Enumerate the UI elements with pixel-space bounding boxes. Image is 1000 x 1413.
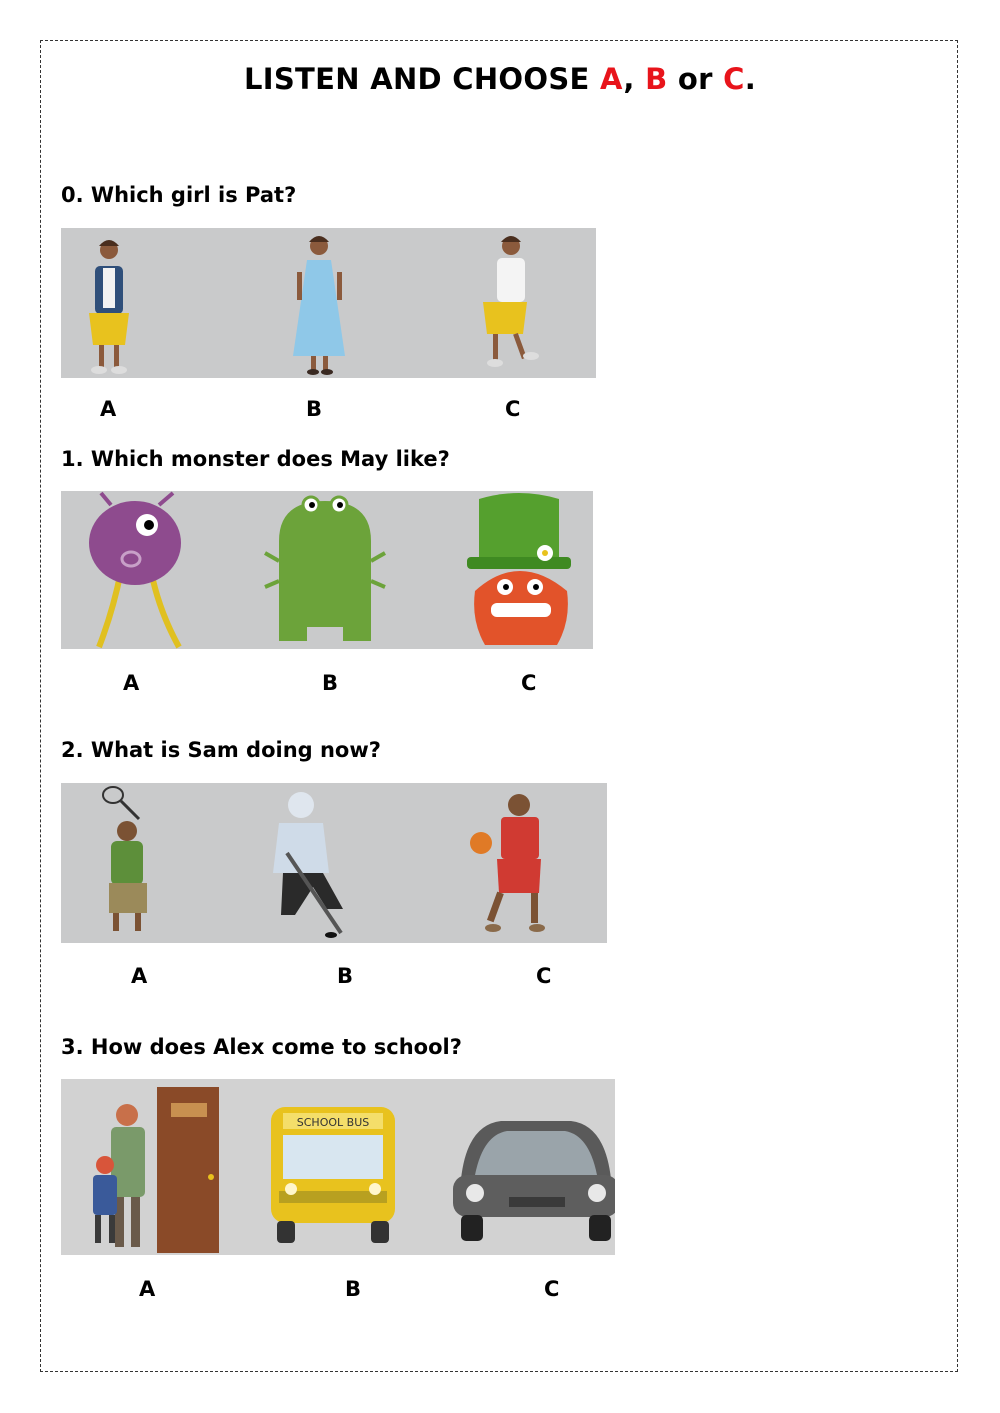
option-3-a[interactable]: A bbox=[139, 1277, 156, 1301]
title-letter-a: A bbox=[600, 62, 624, 96]
picture-strip-transport bbox=[61, 1079, 615, 1255]
girl-a-picture bbox=[89, 240, 129, 374]
monster-b-picture bbox=[265, 497, 385, 641]
option-2-a[interactable]: A bbox=[131, 964, 148, 988]
picture-strip-monsters bbox=[61, 491, 593, 649]
girls-illustration bbox=[61, 228, 596, 378]
option-1-c[interactable]: C bbox=[521, 671, 537, 695]
activities-illustration bbox=[61, 783, 607, 943]
walking-door-picture bbox=[93, 1087, 219, 1253]
picture-strip-activities bbox=[61, 783, 607, 943]
basketball-player-picture bbox=[470, 794, 545, 932]
badminton-player-picture bbox=[103, 787, 147, 931]
option-3-c[interactable]: C bbox=[544, 1277, 560, 1301]
question-0: 0. Which girl is Pat? bbox=[61, 183, 297, 207]
monster-a-picture bbox=[89, 493, 181, 647]
title-letter-b: B bbox=[645, 62, 668, 96]
girl-b-picture bbox=[293, 236, 345, 375]
option-0-b[interactable]: B bbox=[306, 397, 323, 421]
option-1-a[interactable]: A bbox=[123, 671, 140, 695]
monster-c-picture bbox=[467, 493, 571, 645]
question-1: 1. Which monster does May like? bbox=[61, 447, 450, 471]
question-3: 3. How does Alex come to school? bbox=[61, 1035, 462, 1059]
option-3-b[interactable]: B bbox=[345, 1277, 362, 1301]
title-letter-c: C bbox=[723, 62, 745, 96]
bus-sign: SCHOOL BUS bbox=[296, 1116, 370, 1129]
car-picture bbox=[453, 1121, 615, 1241]
hockey-player-picture bbox=[273, 792, 343, 938]
option-2-c[interactable]: C bbox=[536, 964, 552, 988]
school-bus-picture bbox=[271, 1107, 395, 1243]
picture-strip-girls bbox=[61, 228, 596, 378]
transport-illustration bbox=[61, 1079, 615, 1255]
question-2: 2. What is Sam doing now? bbox=[61, 738, 381, 762]
girl-c-picture bbox=[483, 236, 539, 367]
option-2-b[interactable]: B bbox=[337, 964, 354, 988]
option-0-c[interactable]: C bbox=[505, 397, 521, 421]
option-0-a[interactable]: A bbox=[100, 397, 117, 421]
option-1-b[interactable]: B bbox=[322, 671, 339, 695]
monsters-illustration bbox=[61, 491, 593, 649]
worksheet-title: LISTEN AND CHOOSE A, B or C. bbox=[243, 62, 757, 96]
